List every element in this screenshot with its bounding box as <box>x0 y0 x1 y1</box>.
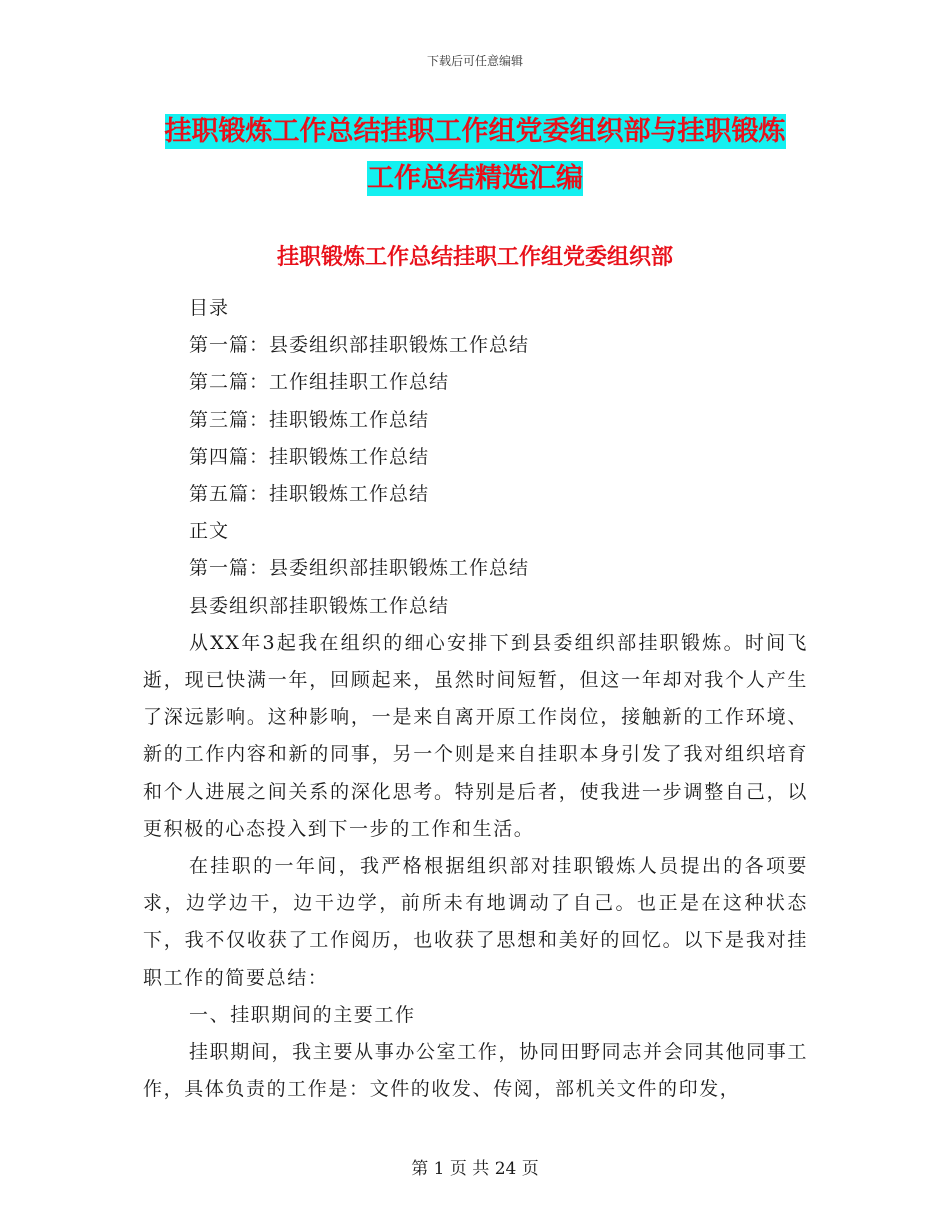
page-footer: 第 1 页 共 24 页 <box>411 1159 539 1179</box>
toc-item: 第三篇：挂职锻炼工作总结 <box>189 408 430 431</box>
toc-item: 第四篇：挂职锻炼工作总结 <box>189 445 430 468</box>
toc-heading: 目录 <box>189 297 230 319</box>
paragraph: 在挂职的一年间，我严格根据组织部对挂职锻炼人员提出的各项要求，边学边干，边干边学，前所未有地调动了自己。也正是在这种状态下，我不仅收获了工作阅历，也收获了思想和美好的回忆。以下是我对挂职工作的简要总结： <box>143 855 808 989</box>
sub-title: 挂职锻炼工作总结挂职工作组党委组织部 <box>276 245 673 270</box>
section-heading: 一、挂职期间的主要工作 <box>189 1003 416 1026</box>
section-label: 正文 <box>189 520 230 543</box>
toc-item: 第一篇：县委组织部挂职锻炼工作总结 <box>189 334 530 357</box>
document-body <box>143 290 808 1108</box>
chapter-heading: 第一篇：县委组织部挂职锻炼工作总结 <box>189 557 530 580</box>
chapter-subtitle: 县委组织部挂职锻炼工作总结 <box>189 594 450 617</box>
paragraph: 挂职期间，我主要从事办公室工作，协同田野同志并会同其他同事工作，具体负责的工作是：文件的收发、传阅，部机关文件的印发， <box>143 1041 808 1101</box>
paragraph: 从XX年3起我在组织的细心安排下到县委组织部挂职锻炼。时间飞逝，现已快满一年，回顾起来，虽然时间短暂，但这一年却对我个人产生了深远影响。这种影响，一是来自离开原工作岗位，接触新的工作环境、新的工作内容和新的同事，另一个则是来自挂职本身引发了我对组织培育和个人进展之间关系的深化思考。特别是后者，使我进一步调整自己，以更积极的心态投入到下一步的工作和生活。 <box>143 631 808 840</box>
main-title-line-1: 挂职锻炼工作总结挂职工作组党委组织部与挂职锻炼 <box>164 116 786 147</box>
main-title <box>140 108 810 202</box>
header-note: 下载后可任意编辑 <box>426 54 523 68</box>
toc-item: 第二篇：工作组挂职工作总结 <box>189 371 450 394</box>
toc-item: 第五篇：挂职锻炼工作总结 <box>189 483 430 506</box>
main-title-line-2: 工作总结精选汇编 <box>367 163 583 194</box>
